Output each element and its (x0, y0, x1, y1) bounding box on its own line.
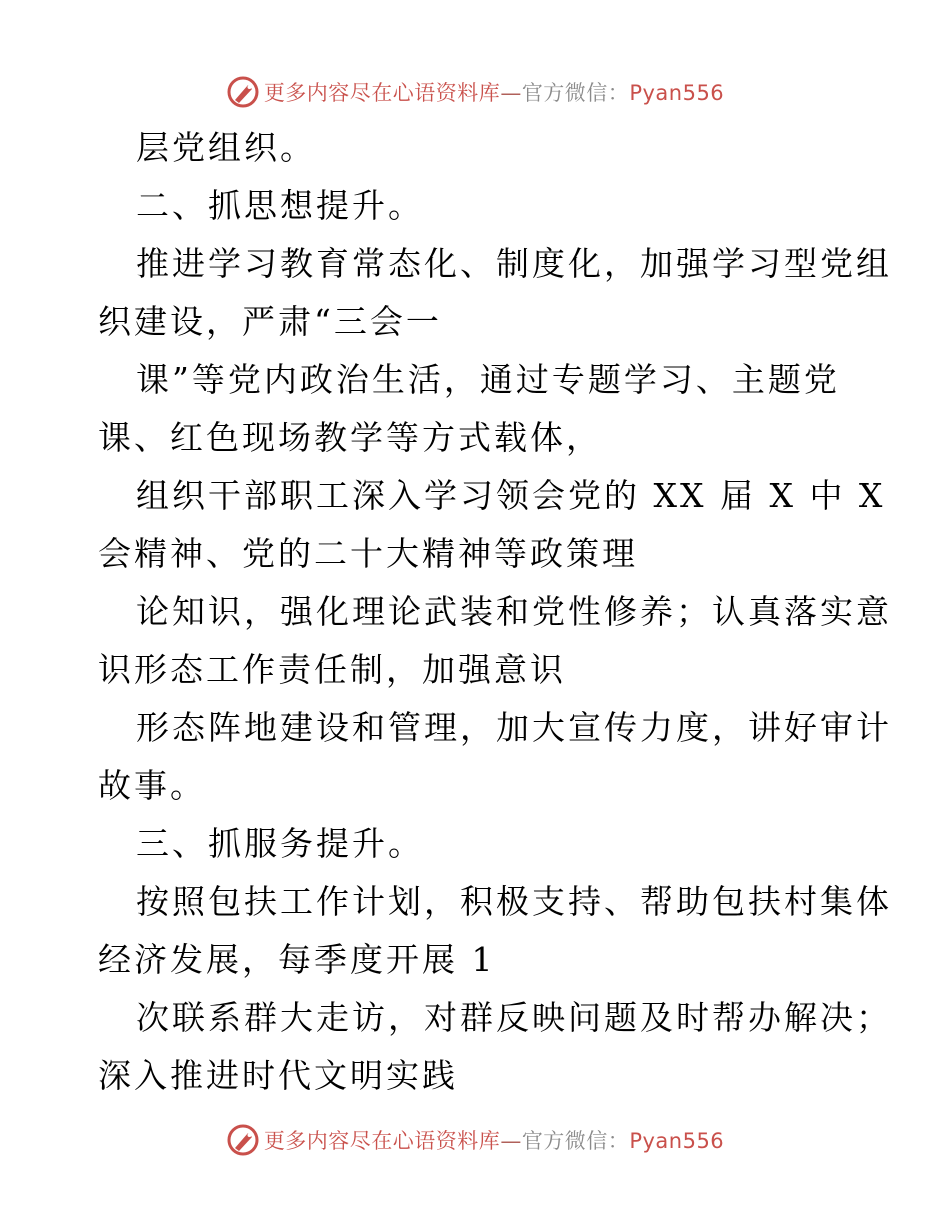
pen-nib-logo-icon (226, 75, 260, 109)
body-line: 课、红色现场教学等方式载体， (98, 418, 602, 457)
footer-wechat-label: 官方微信： (521, 1129, 630, 1153)
body-line: 组织干部职工深入学习领会党的 XX 届 X 中 X (136, 476, 886, 515)
footer-wechat-id: Pyan556 (629, 1129, 725, 1153)
body-line: 形态阵地建设和管理，加大宣传力度，讲好审计 (136, 708, 892, 747)
body-line: 经济发展，每季度开展 1 (98, 940, 496, 979)
pen-nib-logo-icon (226, 1123, 260, 1157)
header-dash: — (500, 81, 522, 105)
body-line: 课”等党内政治生活，通过专题学习、主题党 (136, 360, 840, 399)
body-line: 层党组织。 (136, 128, 316, 167)
section-heading: 二、抓思想提升。 (136, 186, 424, 225)
body-line: 推进学习教育常态化、制度化，加强学习型党组 (136, 244, 892, 283)
footer-banner-text (264, 1125, 724, 1155)
header-site-text: 更多内容尽在心语资料库 (263, 81, 501, 105)
body-line: 故事。 (98, 766, 206, 805)
body-line: 次联系群大走访，对群反映问题及时帮办解决； (136, 998, 892, 1037)
body-line: 论知识，强化理论武装和党性修养；认真落实意 (136, 592, 892, 631)
header-banner-text (264, 77, 724, 107)
body-line: 按照包扶工作计划，积极支持、帮助包扶村集体 (136, 882, 892, 921)
footer-dash: — (500, 1129, 522, 1153)
body-line: 织建设，严肃“三会一 (98, 302, 442, 341)
header-wechat-label: 官方微信： (521, 81, 630, 105)
footer-site-text: 更多内容尽在心语资料库 (263, 1129, 501, 1153)
header-wechat-id: Pyan556 (629, 81, 725, 105)
body-line: 会精神、党的二十大精神等政策理 (98, 534, 638, 573)
body-line: 深入推进时代文明实践 (98, 1056, 458, 1095)
header-banner (0, 72, 950, 112)
section-heading: 三、抓服务提升。 (136, 824, 424, 863)
body-line: 识形态工作责任制，加强意识 (98, 650, 566, 689)
footer-banner (0, 1120, 950, 1160)
